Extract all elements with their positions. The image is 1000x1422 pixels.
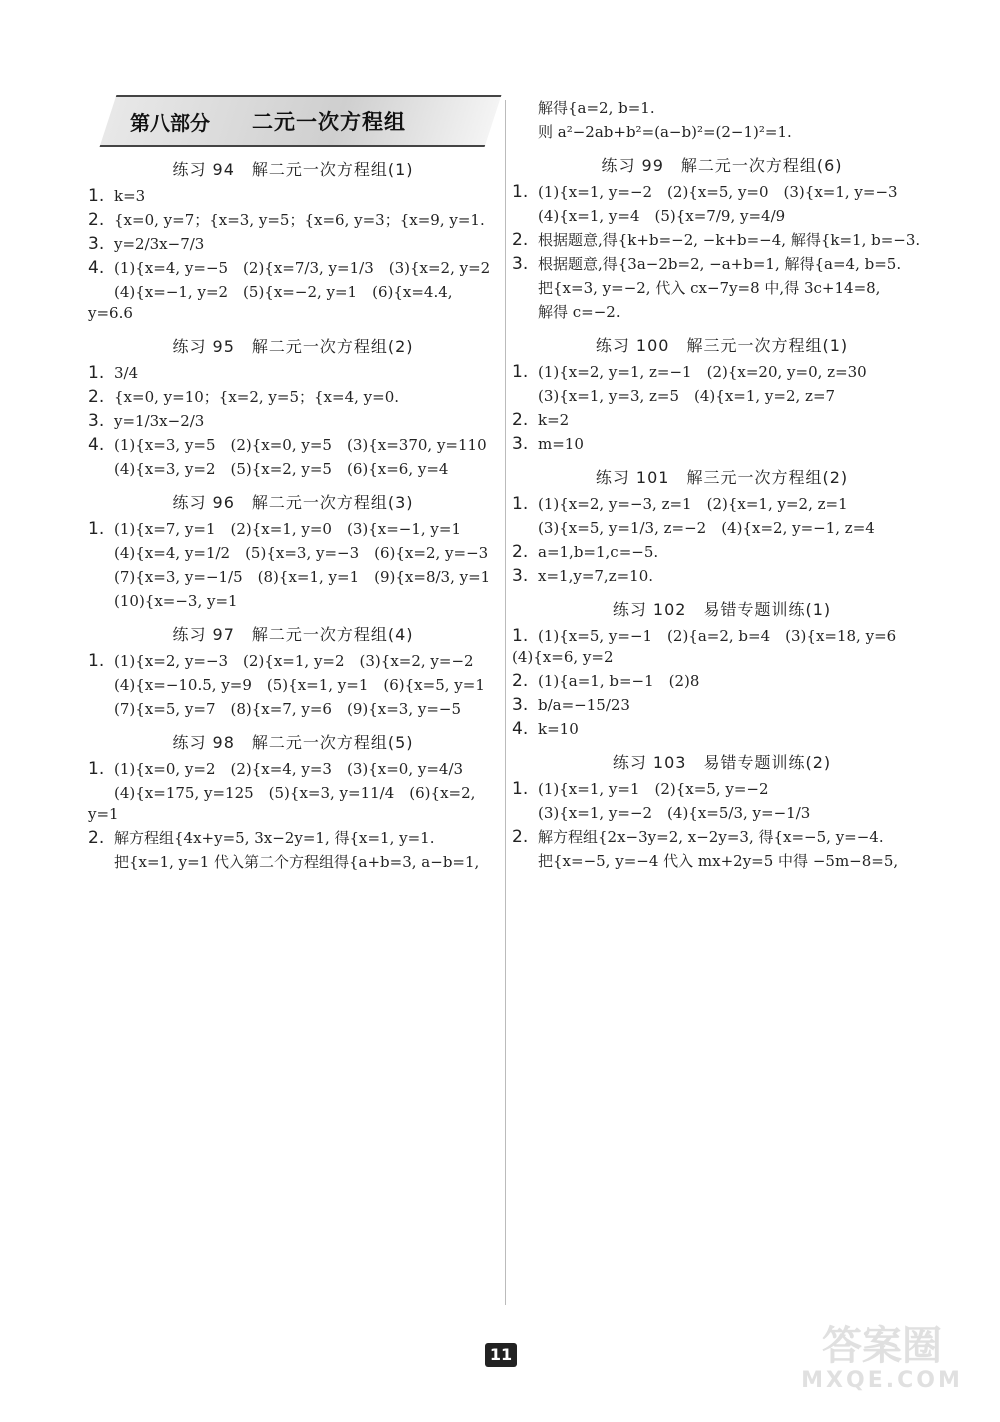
answer-line bbox=[512, 779, 932, 800]
exercise-title: 练习 94 解二元一次方程组(1) bbox=[172, 160, 414, 179]
answer-line bbox=[512, 851, 932, 872]
answer-line bbox=[512, 182, 932, 203]
exercise-title: 练习 102 易错专题训练(1) bbox=[612, 600, 832, 619]
exercise-title: 练习 99 解二元一次方程组(6) bbox=[601, 156, 843, 175]
answer-text: (4){x=4, y=1/2 (5){x=3, y=−3 (6){x=2, y=−3 bbox=[114, 544, 489, 562]
answer-line bbox=[88, 759, 498, 780]
question-number: 3. bbox=[512, 695, 529, 715]
watermark-text: 答案圈 bbox=[822, 1323, 942, 1369]
question-number: 1. bbox=[88, 519, 105, 539]
question-number: 2. bbox=[512, 230, 529, 250]
answer-line bbox=[88, 567, 498, 588]
question-number: 2. bbox=[512, 671, 529, 691]
answer-text: (3){x=5, y=1/3, z=−2 (4){x=2, y=−1, z=4 bbox=[538, 519, 875, 537]
answer-line bbox=[512, 518, 932, 539]
answer-text: (3){x=1, y=−2 (4){x=5/3, y=−1/3 bbox=[538, 804, 811, 822]
question-number: 1. bbox=[88, 186, 105, 206]
question-number: 2. bbox=[88, 210, 105, 230]
answer-text: (1){x=4, y=−5 (2){x=7/3, y=1/3 (3){x=2, y=2 bbox=[114, 259, 491, 277]
question-number: 1. bbox=[512, 494, 529, 514]
answer-text: 解方程组{4x+y=5, 3x−2y=1, 得{x=1, y=1. bbox=[114, 829, 435, 847]
answer-text: (1){x=5, y=−1 (2){a=2, b=4 (3){x=18, y=6 (4){x=6, y=2 bbox=[512, 627, 912, 666]
answer-line bbox=[512, 434, 932, 455]
question-number: 3. bbox=[88, 234, 105, 254]
answer-text: 解方程组{2x−3y=2, x−2y=3, 得{x=−5, y=−4. bbox=[538, 828, 884, 846]
answer-line bbox=[512, 626, 932, 668]
answer-text: 根据题意,得{3a−2b=2, −a+b=1, 解得{a=4, b=5. bbox=[538, 255, 902, 273]
answer-text: (10){x=−3, y=1 bbox=[114, 592, 238, 610]
answer-line bbox=[88, 852, 498, 873]
answer-line bbox=[88, 282, 498, 324]
section-banner bbox=[100, 95, 502, 147]
exercise-title: 练习 97 解二元一次方程组(4) bbox=[172, 625, 414, 644]
answer-line bbox=[88, 411, 498, 432]
answer-text: b/a=−15/23 bbox=[538, 696, 630, 714]
answer-text: 把{x=−5, y=−4 代入 mx+2y=5 中得 −5m−8=5, bbox=[538, 852, 899, 870]
answer-line bbox=[512, 302, 932, 323]
page-number: 11 bbox=[485, 1343, 517, 1367]
exercise-title: 练习 96 解二元一次方程组(3) bbox=[172, 493, 414, 512]
question-number: 3. bbox=[512, 566, 529, 586]
question-number: 2. bbox=[512, 827, 529, 847]
answer-text: (1){x=2, y=−3, z=1 (2){x=1, y=2, z=1 bbox=[538, 495, 848, 513]
answer-line bbox=[88, 591, 498, 612]
question-number: 2. bbox=[88, 828, 105, 848]
answer-line bbox=[88, 519, 498, 540]
question-number: 4. bbox=[88, 258, 105, 278]
answer-line bbox=[88, 186, 498, 207]
left-exercises bbox=[88, 157, 498, 873]
answer-text: (1){x=7, y=1 (2){x=1, y=0 (3){x=−1, y=1 bbox=[114, 520, 462, 538]
answer-line bbox=[512, 542, 932, 563]
answer-line bbox=[512, 362, 932, 383]
answer-text: 根据题意,得{k+b=−2, −k+b=−4, 解得{k=1, b=−3. bbox=[538, 231, 921, 249]
answer-line bbox=[88, 828, 498, 849]
exercise-title: 练习 101 解三元一次方程组(2) bbox=[595, 468, 849, 487]
answer-line bbox=[512, 410, 932, 431]
question-number: 1. bbox=[512, 362, 529, 382]
question-number: 3. bbox=[512, 434, 529, 454]
question-number: 1. bbox=[88, 363, 105, 383]
answer-text: (1){x=0, y=2 (2){x=4, y=3 (3){x=0, y=4/3 bbox=[114, 760, 464, 778]
exercise-title: 练习 95 解二元一次方程组(2) bbox=[172, 337, 414, 356]
answer-text: (1){a=1, b=−1 (2)8 bbox=[538, 672, 700, 690]
question-number: 1. bbox=[512, 779, 529, 799]
column-divider bbox=[505, 100, 506, 1305]
answer-line bbox=[512, 206, 932, 227]
question-number: 1. bbox=[88, 759, 105, 779]
answer-text: a=1,b=1,c=−5. bbox=[538, 543, 659, 561]
question-number: 1. bbox=[512, 626, 529, 646]
answer-text: 把{x=3, y=−2, 代入 cx−7y=8 中,得 3c+14=8, bbox=[538, 279, 881, 297]
answer-line bbox=[512, 494, 932, 515]
answer-line bbox=[88, 783, 498, 825]
right-exercises bbox=[512, 98, 932, 872]
answer-text: (1){x=1, y=−2 (2){x=5, y=0 (3){x=1, y=−3 bbox=[538, 183, 898, 201]
answer-line bbox=[88, 435, 498, 456]
answer-text: 解得 c=−2. bbox=[538, 303, 621, 321]
answer-text: y=1/3x−2/3 bbox=[114, 412, 205, 430]
answer-text: y=2/3x−7/3 bbox=[114, 235, 205, 253]
answer-line bbox=[512, 566, 932, 587]
question-number: 1. bbox=[512, 182, 529, 202]
answer-line bbox=[88, 699, 498, 720]
answer-line bbox=[88, 234, 498, 255]
question-number: 3. bbox=[88, 411, 105, 431]
answer-line bbox=[512, 122, 932, 143]
answer-line bbox=[88, 363, 498, 384]
answer-text: k=10 bbox=[538, 720, 579, 738]
answer-line bbox=[512, 386, 932, 407]
answer-line bbox=[88, 387, 498, 408]
answer-text: 解得{a=2, b=1. bbox=[538, 99, 655, 117]
answer-text: {x=0, y=10；{x=2, y=5；{x=4, y=0. bbox=[114, 388, 400, 406]
answer-line bbox=[88, 258, 498, 279]
question-number: 4. bbox=[512, 719, 529, 739]
answer-text: 把{x=1, y=1 代入第二个方程组得{a+b=3, a−b=1, bbox=[114, 853, 480, 871]
answer-text: (7){x=5, y=7 (8){x=7, y=6 (9){x=3, y=−5 bbox=[114, 700, 462, 718]
answer-text: (1){x=2, y=−3 (2){x=1, y=2 (3){x=2, y=−2 bbox=[114, 652, 474, 670]
topic-label: 二元一次方程组 bbox=[252, 110, 406, 134]
right-column bbox=[512, 95, 932, 875]
answer-text: x=1,y=7,z=10. bbox=[538, 567, 654, 585]
answer-line bbox=[512, 98, 932, 119]
answer-line bbox=[512, 278, 932, 299]
answer-text: {x=0, y=7；{x=3, y=5；{x=6, y=3；{x=9, y=1. bbox=[114, 211, 485, 229]
answer-text: (4){x=−1, y=2 (5){x=−2, y=1 (6){x=4.4, y=6.6 bbox=[88, 283, 458, 322]
question-number: 4. bbox=[88, 435, 105, 455]
answer-text: (1){x=3, y=5 (2){x=0, y=5 (3){x=370, y=110 bbox=[114, 436, 487, 454]
left-column bbox=[88, 95, 498, 876]
answer-line bbox=[512, 719, 932, 740]
question-number: 2. bbox=[88, 387, 105, 407]
watermark-logo bbox=[782, 1324, 982, 1404]
answer-line bbox=[88, 651, 498, 672]
part-label: 第八部分 bbox=[130, 110, 210, 135]
watermark-url: MXQE.COM bbox=[801, 1368, 963, 1393]
answer-line bbox=[512, 803, 932, 824]
answer-line bbox=[88, 675, 498, 696]
exercise-title: 练习 98 解二元一次方程组(5) bbox=[172, 733, 414, 752]
answer-text: k=2 bbox=[538, 411, 570, 429]
answer-text: (1){x=1, y=1 (2){x=5, y=−2 bbox=[538, 780, 769, 798]
answer-text: k=3 bbox=[114, 187, 146, 205]
question-number: 1. bbox=[88, 651, 105, 671]
answer-text: (4){x=1, y=4 (5){x=7/9, y=4/9 bbox=[538, 207, 786, 225]
answer-text: (4){x=3, y=2 (5){x=2, y=5 (6){x=6, y=4 bbox=[114, 460, 449, 478]
answer-text: 则 a²−2ab+b²=(a−b)²=(2−1)²=1. bbox=[538, 123, 792, 141]
answer-line bbox=[512, 230, 932, 251]
answer-line bbox=[512, 254, 932, 275]
question-number: 3. bbox=[512, 254, 529, 274]
answer-line bbox=[88, 543, 498, 564]
answer-text: (4){x=−10.5, y=9 (5){x=1, y=1 (6){x=5, y=1 bbox=[114, 676, 485, 694]
answer-line bbox=[512, 671, 932, 692]
answer-text: (3){x=1, y=3, z=5 (4){x=1, y=2, z=7 bbox=[538, 387, 836, 405]
question-number: 2. bbox=[512, 542, 529, 562]
answer-text: (4){x=175, y=125 (5){x=3, y=11/4 (6){x=2, y=1 bbox=[88, 784, 481, 823]
question-number: 2. bbox=[512, 410, 529, 430]
answer-text: 3/4 bbox=[114, 364, 139, 382]
answer-text: (1){x=2, y=1, z=−1 (2){x=20, y=0, z=30 bbox=[538, 363, 867, 381]
answer-text: m=10 bbox=[538, 435, 584, 453]
answer-line bbox=[88, 210, 498, 231]
answer-line bbox=[512, 695, 932, 716]
answer-line bbox=[512, 827, 932, 848]
exercise-title: 练习 100 解三元一次方程组(1) bbox=[595, 336, 849, 355]
answer-text: (7){x=3, y=−1/5 (8){x=1, y=1 (9){x=8/3, y=1 bbox=[114, 568, 491, 586]
answer-line bbox=[88, 459, 498, 480]
exercise-title: 练习 103 易错专题训练(2) bbox=[612, 753, 832, 772]
